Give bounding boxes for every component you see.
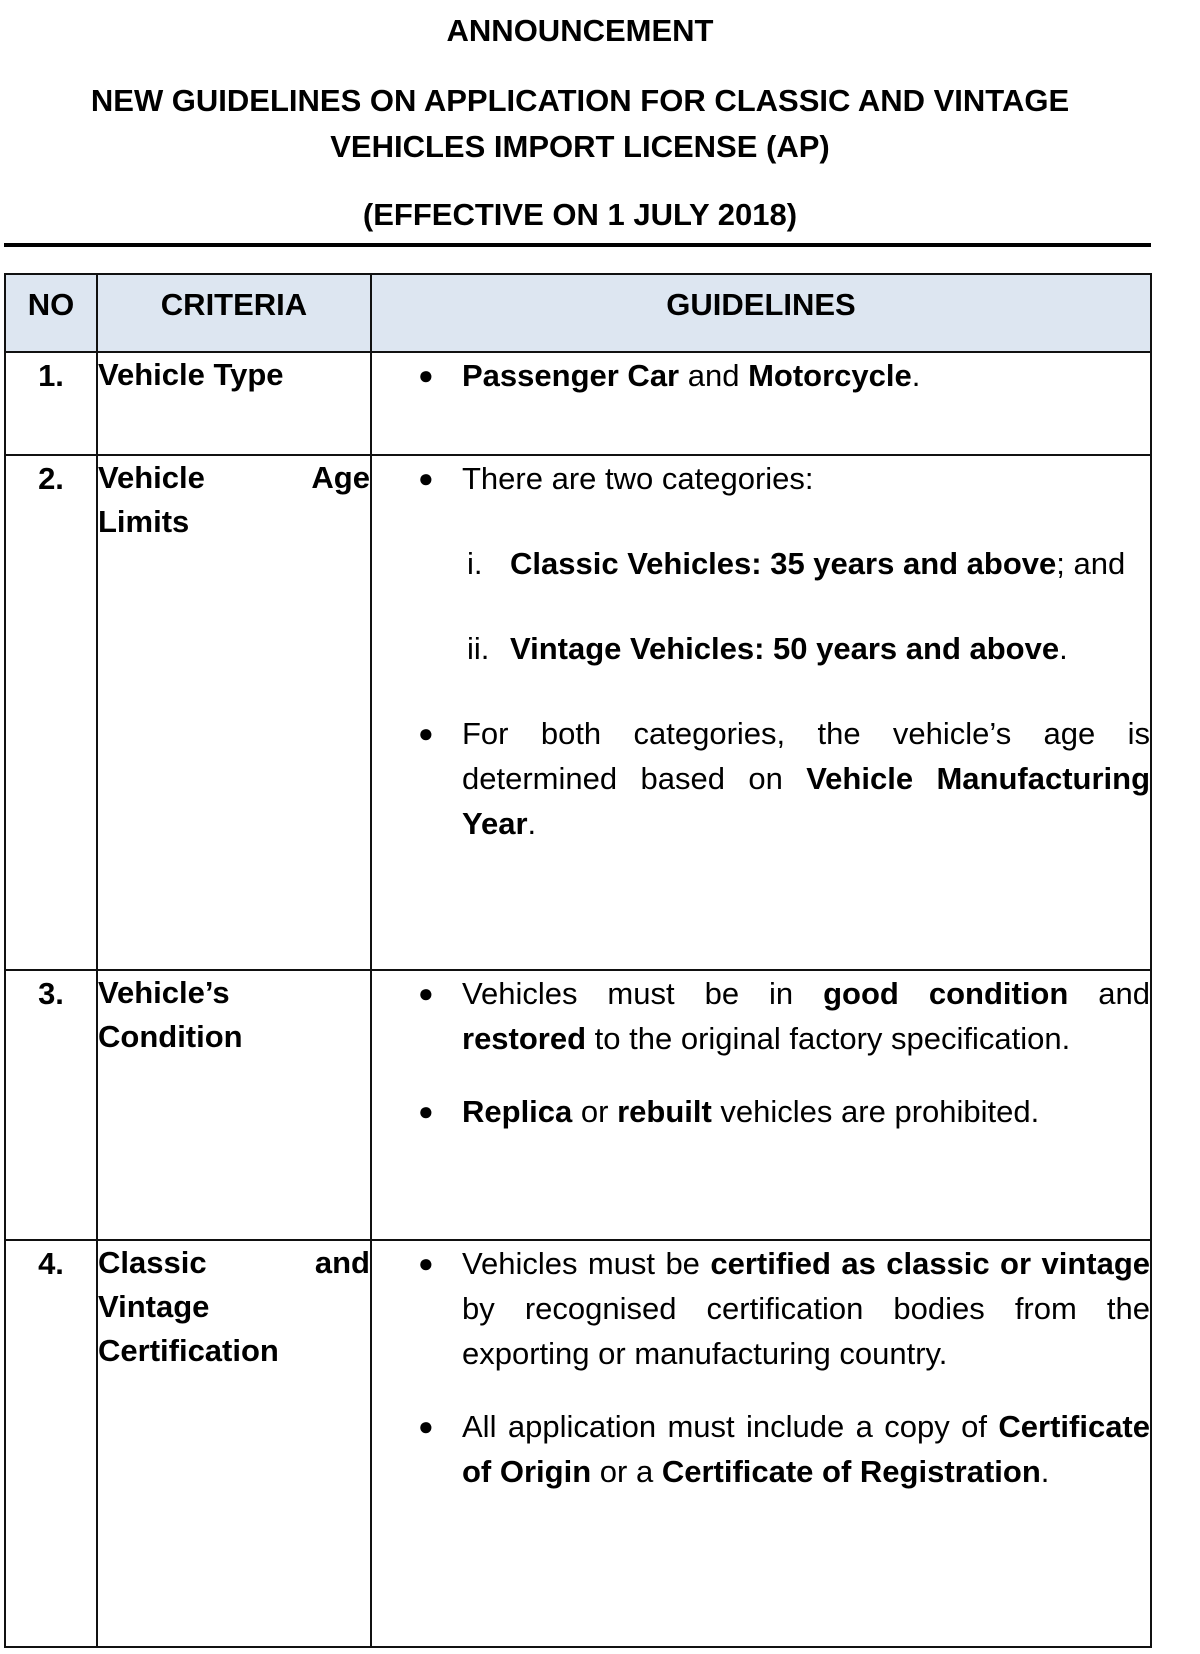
document-title <box>0 78 1160 170</box>
guideline-text: For both categories, the vehicle’s age is determined based on Vehicle Manufacturing Year. <box>462 716 1151 841</box>
guidelines-table <box>4 273 1152 1648</box>
row-number: 4. <box>5 1240 97 1647</box>
guideline-text: Vehicles must be in good condition and restored to the original factory specification. <box>462 976 1151 1056</box>
guideline-item <box>372 1241 1150 1376</box>
announcement-heading: ANNOUNCEMENT <box>446 13 714 48</box>
bold-text: Replica <box>462 1094 573 1129</box>
table-row <box>5 1240 1151 1647</box>
sub-item-number: ii. <box>467 631 490 666</box>
bullet-icon: ● <box>418 1248 434 1278</box>
row-number: 1. <box>5 352 97 455</box>
bullet-icon: ● <box>418 463 434 493</box>
bullet-icon: ● <box>418 360 434 390</box>
row-number: 3. <box>5 970 97 1240</box>
column-header-guidelines: GUIDELINES <box>371 274 1151 352</box>
guideline-list <box>372 1241 1150 1494</box>
row-criteria: Vehicle Age Limits <box>97 455 371 970</box>
column-header-no: NO <box>5 274 97 352</box>
row-criteria: Classic and Vintage Certification <box>97 1240 371 1647</box>
sub-item-text: Vintage Vehicles: 50 years and above. <box>510 631 1068 666</box>
sub-item-text: Classic Vehicles: 35 years and above; and <box>510 546 1126 581</box>
effective-date: (EFFECTIVE ON 1 JULY 2018) <box>362 197 798 232</box>
bullet-icon: ● <box>418 1411 434 1441</box>
row-guidelines <box>371 1240 1151 1647</box>
sub-list <box>462 541 1150 671</box>
guideline-text: Replica or rebuilt vehicles are prohibited. <box>462 1094 1040 1129</box>
guideline-item <box>372 353 1150 398</box>
row-number: 2. <box>5 455 97 970</box>
table-row <box>5 455 1151 970</box>
header-divider <box>4 243 1151 247</box>
bold-text: Certificate of Registration <box>661 1454 1041 1489</box>
bold-text: good condition <box>823 976 1069 1011</box>
guideline-list <box>372 456 1150 846</box>
guideline-list <box>372 353 1150 398</box>
sub-item-number: i. <box>467 546 483 581</box>
title-line-1: NEW GUIDELINES ON APPLICATION FOR CLASSIC AND VINTAGE <box>90 83 1070 118</box>
row-guidelines <box>371 455 1151 970</box>
bullet-icon: ● <box>418 978 434 1008</box>
column-header-criteria: CRITERIA <box>97 274 371 352</box>
sub-item <box>462 626 1150 671</box>
sub-item <box>462 541 1150 586</box>
guideline-text: Vehicles must be certified as classic or vintage by recognised certification bodies from the exporting or manufacturing country. <box>462 1246 1150 1371</box>
bold-text: certified as classic or vintage <box>710 1246 1150 1281</box>
title-line-2: VEHICLES IMPORT LICENSE (AP) <box>330 129 830 164</box>
guideline-text: All application must include a copy of Certificate of Origin or a Certificate of Registration. <box>462 1409 1150 1489</box>
row-criteria: Vehicle’s Condition <box>97 970 371 1240</box>
guideline-item <box>372 1404 1150 1494</box>
table-row <box>5 352 1151 455</box>
table-header-row <box>5 274 1151 352</box>
guideline-item <box>372 971 1150 1061</box>
guideline-item <box>372 456 1150 671</box>
row-guidelines <box>371 970 1151 1240</box>
bold-text: Passenger Car <box>462 358 680 393</box>
row-guidelines <box>371 352 1151 455</box>
bullet-icon: ● <box>418 718 434 748</box>
guideline-item <box>372 711 1150 846</box>
guideline-text: There are two categories: <box>462 461 814 496</box>
guideline-text: Passenger Car and Motorcycle. <box>462 358 921 393</box>
bullet-icon: ● <box>418 1096 434 1126</box>
guideline-item <box>372 1089 1150 1134</box>
row-criteria: Vehicle Type <box>97 352 371 455</box>
guideline-list <box>372 971 1150 1134</box>
bold-text: Motorcycle <box>748 358 912 393</box>
table-row <box>5 970 1151 1240</box>
bold-text: Classic Vehicles: 35 years and above <box>510 546 1057 581</box>
bold-text: Vintage Vehicles: 50 years and above <box>510 631 1060 666</box>
bold-text: rebuilt <box>617 1094 712 1129</box>
bold-text: Certificate of Origin <box>462 1409 1150 1489</box>
bold-text: Vehicle Manufacturing Year <box>462 761 1151 841</box>
bold-text: restored <box>462 1021 587 1056</box>
